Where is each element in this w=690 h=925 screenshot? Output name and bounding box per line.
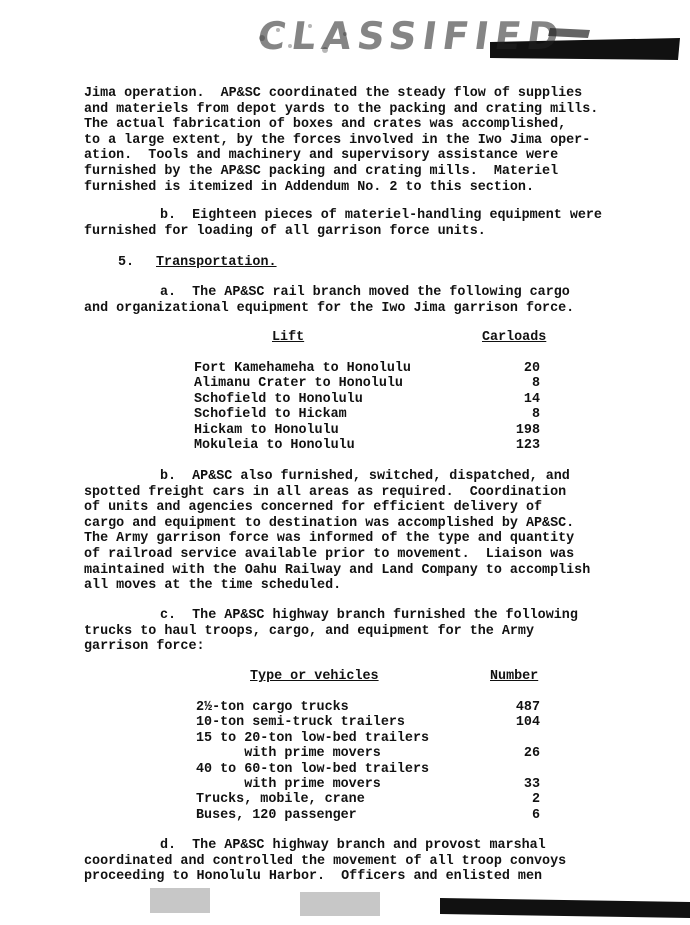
rail-col-lift: Lift [272, 330, 305, 345]
paragraph-top-line: and materiels from depot yards to the packing and crating mills. [84, 101, 599, 117]
vehicle-row-type: 10-ton semi-truck trailers [196, 715, 405, 731]
rail-row-carloads: 8 [531, 407, 540, 423]
rail-row-lift: Mokuleia to Honolulu [194, 438, 355, 453]
rail-row-carloads: 14 [523, 391, 540, 407]
rail-row-carloads: 198 [515, 422, 540, 438]
bottom-stamp [140, 878, 690, 920]
vehicle-col-type: Type or vehicles [250, 669, 379, 684]
vehicle-col-number: Number [490, 669, 539, 684]
paragraph-5b-line: cargo and equipment to destination was accomplished by AP&SC. [84, 515, 575, 531]
vehicle-row-type: 40 to 60-ton low-bed trailers [196, 761, 430, 777]
paragraph-5d-line: coordinated and controlled the movement of all troop convoys [84, 853, 567, 869]
paragraph-5a-line: a. The AP&SC rail branch moved the following cargo [160, 285, 570, 300]
paragraph-5b-line: The Army garrison force was informed of the type and quantity [84, 531, 575, 547]
paragraph-5b-line: of railroad service available prior to movement. Liaison was [84, 547, 575, 562]
section-number: 5. [118, 255, 135, 270]
vehicle-row-type: Trucks, mobile, crane [196, 792, 365, 808]
paragraph-5d-line: d. The AP&SC highway branch and provost marshal [160, 838, 546, 853]
paragraph-top-line: ation. Tools and machinery and supervisory assistance were [84, 148, 559, 164]
vehicle-row-number: 2 [531, 792, 540, 808]
rail-row-carloads: 20 [523, 361, 540, 376]
vehicle-row-number: 104 [515, 715, 540, 731]
rail-row-lift: Schofield to Honolulu [194, 391, 363, 407]
paragraph-b-line: b. Eighteen pieces of materiel-handling equipment were [160, 208, 602, 223]
rail-row-lift: Hickam to Honolulu [194, 422, 339, 438]
paragraph-5c-line: c. The AP&SC highway branch furnished the following [160, 608, 578, 623]
vehicle-row-type: 2½-ton cargo trucks [196, 700, 349, 715]
paragraph-top-line: furnished by the AP&SC packing and crating mills. Materiel [84, 164, 559, 179]
paragraph-b-line: furnished for loading of all garrison force units. [84, 223, 486, 239]
paragraph-top-line: The actual fabrication of boxes and crates was accomplished, [84, 117, 567, 133]
rail-row-lift: Alimanu Crater to Honolulu [194, 376, 403, 392]
rail-row-carloads: 8 [531, 376, 540, 392]
paragraph-5a-line: and organizational equipment for the Iwo Jima garrison force. [84, 300, 575, 316]
rail-row-carloads: 123 [515, 438, 540, 453]
paragraph-5d-line: proceeding to Honolulu Harbor. Officers and enlisted men [84, 869, 543, 885]
stamp-text: CLASSIFIED [254, 14, 568, 58]
vehicle-row-number: 33 [523, 777, 540, 792]
vehicle-row-number: 6 [531, 807, 540, 823]
rail-col-carloads: Carloads [482, 330, 547, 345]
vehicle-row-number: 487 [515, 700, 540, 715]
vehicle-row-number: 26 [523, 746, 540, 762]
paragraph-5c-line: garrison force: [84, 639, 205, 655]
paragraph-5b-line: spotted freight cars in all areas as required. Coordination [84, 484, 567, 500]
rail-row-lift: Schofield to Hickam [194, 407, 347, 423]
vehicle-row-type: with prime movers [196, 777, 381, 792]
paragraph-top-line: to a large extent, by the forces involved in the Iwo Jima oper- [84, 132, 591, 148]
vehicle-row-type: 15 to 20-ton low-bed trailers [196, 730, 430, 746]
rail-row-lift: Fort Kamehameha to Honolulu [194, 361, 411, 376]
paragraph-5b-line: b. AP&SC also furnished, switched, dispatched, and [160, 469, 570, 484]
paragraph-5b-line: maintained with the Oahu Railway and Land Company to accomplish [84, 562, 591, 578]
paragraph-top-line: furnished is itemized in Addendum No. 2 to this section. [84, 179, 534, 195]
paragraph-5b-line: of units and agencies concerned for efficient delivery of [84, 500, 543, 516]
vehicle-row-type: with prime movers [196, 746, 381, 762]
paragraph-5b-line: all moves at the time scheduled. [84, 578, 342, 594]
paragraph-top-line: Jima operation. AP&SC coordinated the steady flow of supplies [84, 86, 583, 101]
section-title: Transportation. [156, 255, 277, 270]
paragraph-5c-line: trucks to haul troops, cargo, and equipment for the Army [84, 623, 534, 639]
vehicle-row-type: Buses, 120 passenger [196, 807, 357, 823]
